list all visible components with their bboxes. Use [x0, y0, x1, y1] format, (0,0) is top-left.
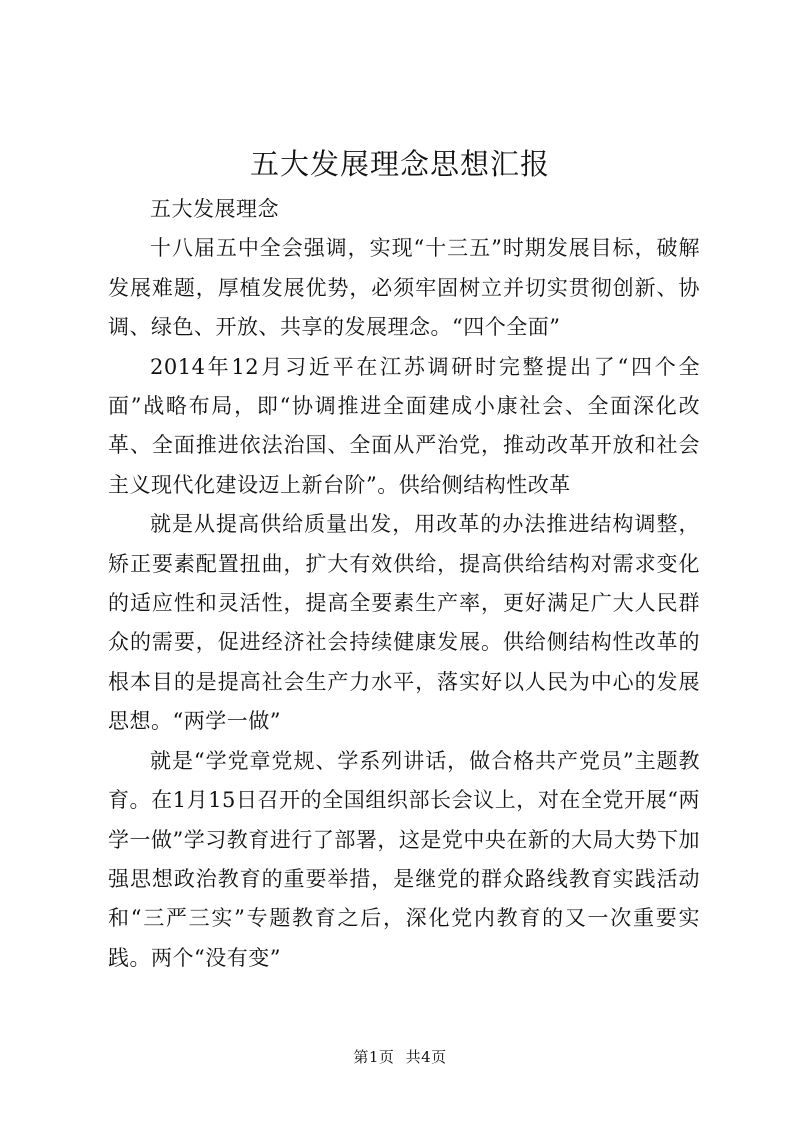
- paragraph-five-concepts: 十八届五中全会强调，实现“十三五”时期发展目标，破解发展难题，厚植发展优势，必须牢固树立并切实贯彻创新、协调、绿色、开放、共享的发展理念。“四个全面”: [108, 236, 700, 340]
- document-body: [108, 190, 700, 978]
- paragraph-subtitle: 五大发展理念: [150, 197, 279, 221]
- page-total: 共4页: [405, 1048, 447, 1066]
- paragraph-four-comprehensives: 2014年12月习近平在江苏调研时完整提出了“四个全面”战略布局，即“协调推进全面建成小康社会、全面深化改革、全面推进依法治国、全面从严治党，推动改革开放和社会主义现代化建设迈上新台阶”。供给侧结构性改革: [108, 354, 700, 497]
- paragraph-supply-side-reform: 就是从提高供给质量出发，用改革的办法推进结构调整，矫正要素配置扭曲，扩大有效供给，提高供给结构对需求变化的适应性和灵活性，提高全要素生产率，更好满足广大人民群众的需要，促进经济社会持续健康发展。供给侧结构性改革的根本目的是提高社会生产力水平，落实好以人民为中心的发展思想。“两学一做”: [108, 512, 700, 734]
- page-footer: [0, 1047, 800, 1067]
- page-number: 第1页: [353, 1048, 395, 1066]
- document-title: 五大发展理念思想汇报: [249, 147, 550, 181]
- paragraph-two-studies-one-action: 就是“学党章党规、学系列讲话，做合格共产党员”主题教育。在1月15日召开的全国组织部长会议上，对在全党开展“两学一做”学习教育进行了部署，这是党中央在新的大局大势下加强思想政治教育的重要举措，是继党的群众路线教育实践活动和“三严三实”专题教育之后，深化党内教育的又一次重要实践。两个“没有变”: [108, 748, 700, 970]
